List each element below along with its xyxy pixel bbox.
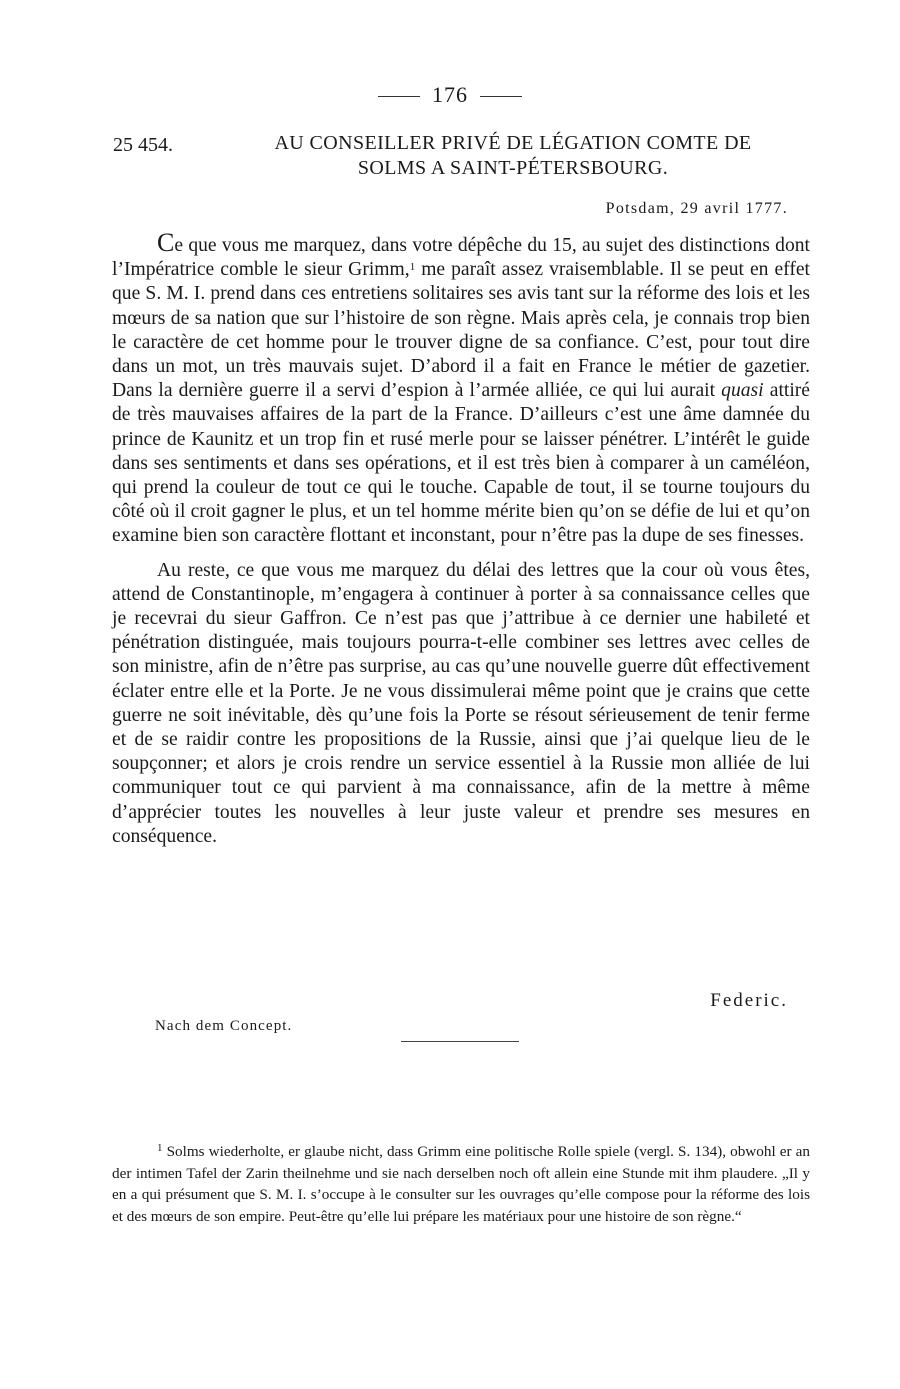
footnote-marker: 1 — [157, 1142, 163, 1154]
letter-body — [112, 228, 810, 859]
drop-capital: C — [157, 228, 175, 257]
end-rule — [401, 1041, 519, 1042]
paragraph-1-text-c: attiré de très mauvaises affaires de la part de la France. D’ailleurs c’est une âme damnée du prince de Kaunitz et un trop fin et rusé merle pour se laisser pénétrer. L’intérêt le guide dans ses sentiments et dans ses opérations, et il est très bien à comparer à un caméléon, qui prend la couleur de tout ce qui le touche. Capable de tout, il se tourne toujours du côté où il croit gagner le plus, et un tel homme mérite bien qu’on se défie de lui et qu’on examine bien son caractère flottant et inconstant, pour n’être pas la dupe de ses finesses. — [112, 380, 810, 547]
page-header — [0, 82, 900, 108]
signature: Federic. — [710, 990, 788, 1011]
dateline: Potsdam, 29 avril 1777. — [605, 200, 788, 217]
paragraph-1 — [112, 228, 810, 549]
letter-heading — [113, 131, 813, 181]
footnote-text: Solms wiederholte, er glaube nicht, dass Grimm eine politische Rolle spiele (vergl. S. 134), obwohl er an der intimen Tafel der Zarin theilnehme und sie nach derselben noch oft allein eine Stunde mit ihm plaudere. „Il y en a qui présument que S. M. I. s’occupe à le consulter sur les ouvrages qu’elle compose pour la réforme des lois et des mœurs de son empire. Peut-être qu’elle lui prépare les matériaux pour une histoire de son règne.“ — [112, 1143, 810, 1226]
header-rule-left — [378, 96, 420, 97]
source-note: Nach dem Concept. — [155, 1018, 293, 1034]
page-number: 176 — [432, 82, 468, 107]
paragraph-1-text-b: me paraît assez vraisemblable. Il se peut en effet que S. M. I. prend dans ces entretiens solitaires ses avis tant sur la réforme des lois et les mœurs de sa nation que sur l’histoire de son règne. Mais après cela, je connais trop bien le caractère de cet homme pour le trouver digne de sa confiance. C’est, pour tout dire dans un mot, un très mauvais sujet. D’abord il a fait en France le métier de gazetier. Dans la dernière guerre il a servi d’espion à l’armée alliée, ce qui lui aurait — [112, 259, 810, 402]
footnote — [112, 1141, 810, 1228]
italic-word: quasi — [721, 380, 764, 402]
footnote-reference: 1 — [409, 261, 416, 274]
paragraph-2: Au reste, ce que vous me marquez du délai des lettres que la cour où vous êtes, attend de Constantinople, m’engagera à continuer à porter à sa connaissance celles que je recevrai du sieur Gaffron. Ce n’est pas que j’attribue à ce dernier une habileté et pénétration distinguée, mais toujours pourra-t-elle combiner ses lettres avec celles de son ministre, afin de n’être pas surprise, au cas qu’une nouvelle guerre dût effectivement éclater entre elle et la Porte. Je ne vous dissimulerai même point que je crains que cette guerre ne soit inévitable, dès qu’une fois la Porte se résout sérieusement de tenir ferme et de se raidir contre les propositions de la Russie, ainsi que j’ai quelque lieu de le soupçonner; et alors je crois rendre un service essentiel à la Russie mon alliée de lui communiquer tout ce qui parvient à ma connaissance, afin de la mettre à même d’apprécier toutes les nouvelles à leur juste valeur et prendre ses mesures en conséquence. — [112, 559, 810, 847]
letter-title-line-2: SOLMS A SAINT-PÉTERSBOURG. — [357, 157, 669, 179]
letter-number: 25 454. — [113, 134, 173, 156]
paragraph-1-text-a: e que vous me marquez, dans votre dépêche du 15, au sujet des distinctions dont l’Impératrice comble le sieur Grimm, — [112, 235, 810, 281]
footnote-paragraph — [112, 1141, 810, 1228]
letter-title-line-1: AU CONSEILLER PRIVÉ DE LÉGATION COMTE DE — [274, 132, 752, 154]
header-rule-right — [480, 96, 522, 97]
